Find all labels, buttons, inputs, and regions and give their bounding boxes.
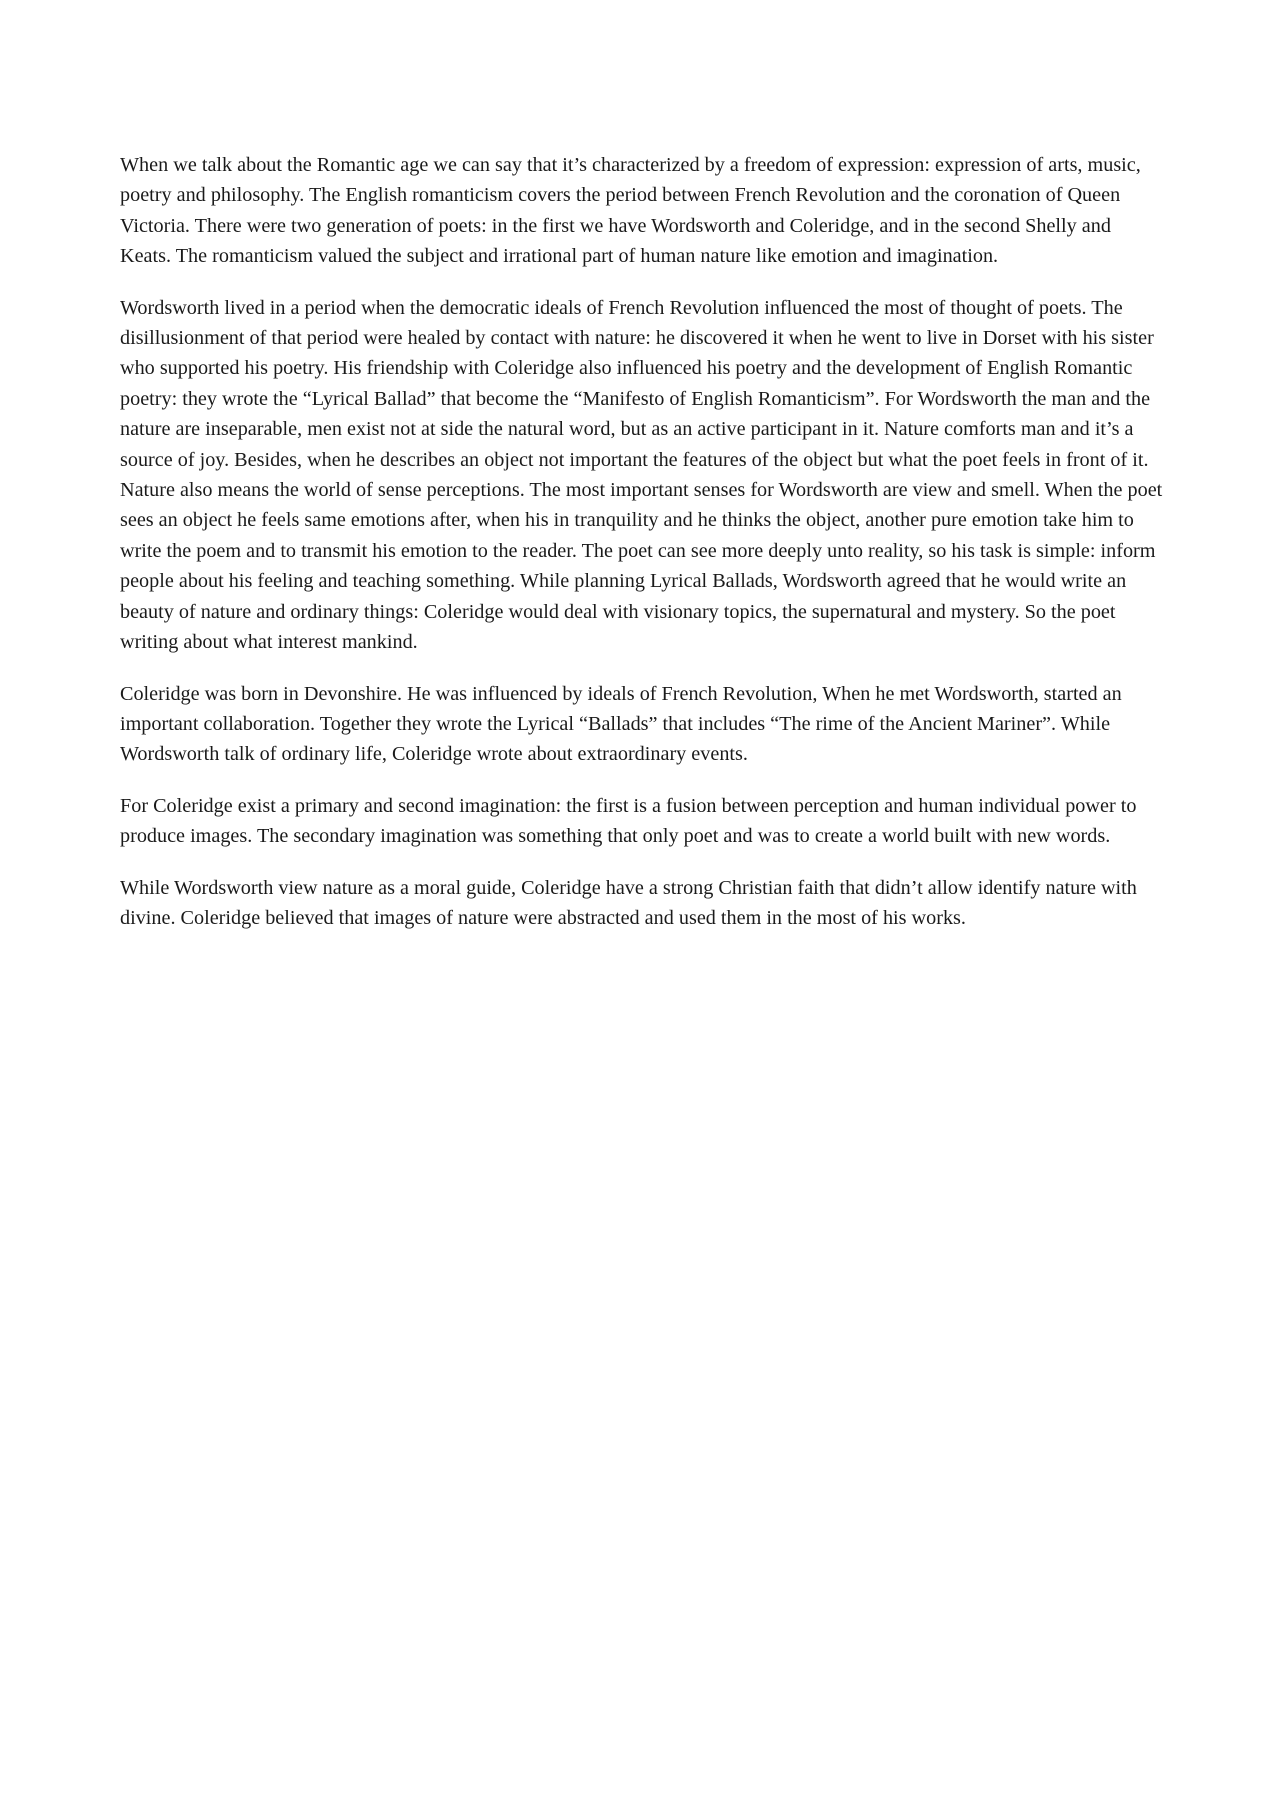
paragraph-romantic-age: When we talk about the Romantic age we can say that it’s characterized by a freedom of expression: expression of arts, music, poetry and philosophy. The English romanticism covers the period between French Revolution and the coronation of Queen Victoria. There were two generation of poets: in the first we have Wordsworth and Coleridge, and in the second Shelly and Keats. The romanticism valued the subject and irrational part of human nature like emotion and imagination. [120,154,1141,268]
document-body [120,150,1165,954]
paragraph-imagination: For Coleridge exist a primary and second imagination: the first is a fusion between perception and human individual power to produce images. The secondary imagination was something that only poet and was to create a world built with new words. [120,794,1137,848]
paragraph-nature-faith: While Wordsworth view nature as a moral guide, Coleridge have a strong Christian faith that didn’t allow identify nature with divine. Coleridge believed that images of nature were abstracted and used them in the most of his works. [120,876,1137,929]
paragraph-coleridge: Coleridge was born in Devonshire. He was influenced by ideals of French Revolution, When he met Wordsworth, started an important collaboration. Together they wrote the Lyrical “Ballads” that includes “The rime of the Ancient Mariner”. While Wordsworth talk of ordinary life, Coleridge wrote about extraordinary events. [120,682,1122,766]
paragraph-wordsworth: Wordsworth lived in a period when the democratic ideals of French Revolution influenced the most of thought of poets. The disillusionment of that period were healed by contact with nature: he discovered it when he went to live in Dorset with his sister who supported his poetry. His friendship with Coleridge also influenced his poetry and the development of English Romantic poetry: they wrote the “Lyrical Ballad” that become the “Manifesto of English Romanticism”. For Wordsworth the man and the nature are inseparable, men exist not at side the natural word, but as an active participant in it. Nature comforts man and it’s a source of joy. Besides, when he describes an object not important the features of the object but what the poet feels in front of it. Nature also means the world of sense perceptions. The most important senses for Wordsworth are view and smell. When the poet sees an object he feels same emotions after, when his in tranquility and he thinks the object, another pure emotion take him to write the poem and to transmit his emotion to the reader. The poet can see more deeply unto reality, so his task is simple: inform people about his feeling and teaching something. While planning Lyrical Ballads, Wordsworth agreed that he would write an beauty of nature and ordinary things: Coleridge would deal with visionary topics, the supernatural and mystery. So the poet writing about what interest mankind. [120,296,1163,654]
